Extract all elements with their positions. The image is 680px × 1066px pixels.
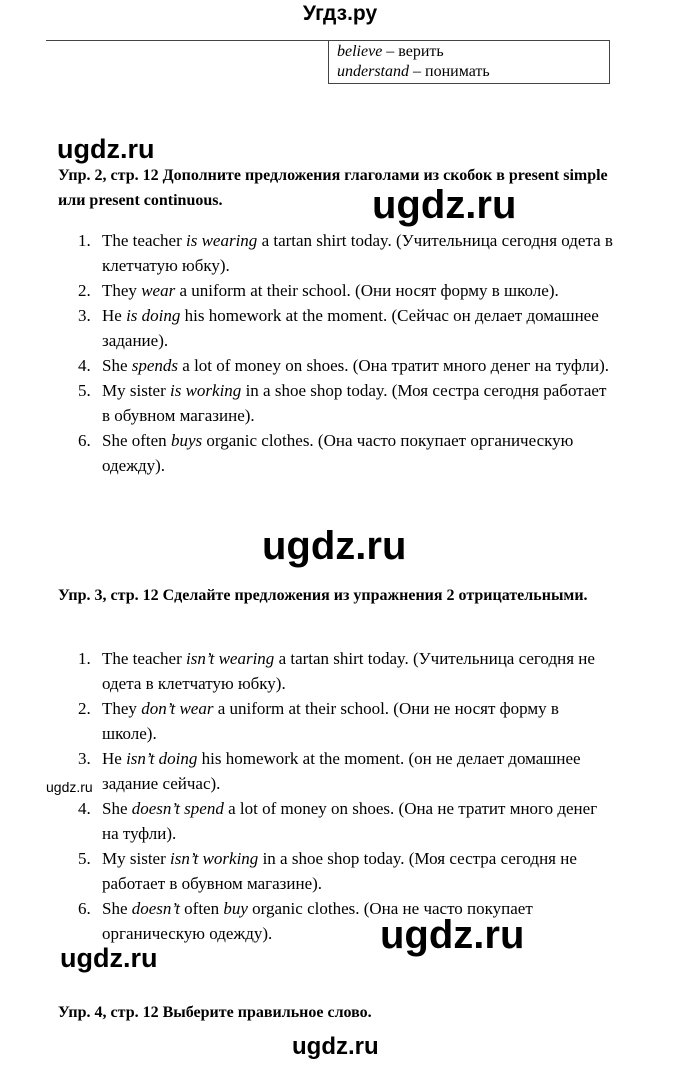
item-text: a uniform at their school. (Они носят форму в школе).	[175, 281, 559, 300]
item-number: 2.	[78, 281, 91, 300]
item-text: often	[179, 899, 224, 918]
watermark: ugdz.ru	[372, 183, 517, 227]
item-verb: wear	[141, 281, 176, 300]
item-text: She	[102, 799, 132, 818]
watermark: ugdz.ru	[46, 779, 93, 795]
item-text: My sister	[102, 381, 170, 400]
item-number: 1.	[78, 231, 91, 250]
list-item	[74, 696, 614, 746]
item-text: a uniform at their school. (Они не носят форму в школе).	[102, 699, 559, 743]
item-number: 4.	[78, 799, 91, 818]
item-text: in a shoe shop today. (Моя сестра сегодня работает в обувном магазине).	[102, 381, 607, 425]
list-item	[74, 896, 614, 946]
item-number: 3.	[78, 749, 91, 768]
list-item	[74, 278, 614, 303]
vocab-translation: верить	[398, 43, 444, 60]
item-verb: isn’t doing	[126, 749, 198, 768]
item-text: She	[102, 899, 132, 918]
vocab-translation: понимать	[425, 63, 490, 80]
item-number: 1.	[78, 649, 91, 668]
vocab-word: understand	[337, 63, 409, 80]
item-number: 3.	[78, 306, 91, 325]
watermark: ugdz.ru	[262, 524, 407, 568]
item-text: his homework at the moment. (он не делает домашнее задание сейчас).	[102, 749, 581, 793]
item-verb: is wearing	[186, 231, 258, 250]
item-verb: is working	[170, 381, 242, 400]
watermark: ugdz.ru	[57, 134, 155, 164]
item-text: a tartan shirt today. (Учительница сегодня не одета в клетчатую юбку).	[102, 649, 595, 693]
item-number: 5.	[78, 849, 91, 868]
list-item	[74, 746, 614, 796]
item-verb: isn’t working	[170, 849, 259, 868]
vocab-row	[337, 62, 609, 82]
item-verb: is doing	[126, 306, 181, 325]
item-text: a lot of money on shoes. (Она не тратит много денег на туфли).	[102, 799, 598, 843]
item-verb: don’t wear	[141, 699, 214, 718]
exercise-4-heading: Упр. 4, стр. 12 Выберите правильное слово.	[58, 1004, 372, 1021]
item-verb: spends	[131, 356, 179, 375]
vocab-dash: –	[409, 63, 425, 80]
item-text: a lot of money on shoes. (Она тратит много денег на туфли).	[178, 356, 609, 375]
item-verb: doesn’t	[131, 899, 180, 918]
vocab-row	[337, 42, 609, 62]
item-number: 4.	[78, 356, 91, 375]
list-item	[74, 846, 614, 896]
watermark: ugdz.ru	[60, 943, 158, 973]
item-text: My sister	[102, 849, 170, 868]
item-text: They	[102, 281, 142, 300]
exercise-2-list	[74, 228, 614, 478]
item-text: She often	[102, 431, 171, 450]
item-text: They	[102, 699, 142, 718]
item-text: a tartan shirt today. (Учительница сегодня одета в клетчатую юбку).	[102, 231, 613, 275]
list-item	[74, 796, 614, 846]
item-text: his homework at the moment. (Сейчас он делает домашнее задание).	[102, 306, 599, 350]
list-item	[74, 378, 614, 428]
item-number: 6.	[78, 899, 91, 918]
item-number: 2.	[78, 699, 91, 718]
list-item	[74, 303, 614, 353]
list-item	[74, 353, 614, 378]
item-verb: isn’t wearing	[186, 649, 275, 668]
vocab-word: believe	[337, 43, 383, 60]
vocab-dash: –	[382, 43, 399, 60]
vocab-box	[328, 40, 610, 84]
item-text: in a shoe shop today. (Моя сестра сегодня не работает в обувном магазине).	[102, 849, 577, 893]
item-verb: buy	[223, 899, 248, 918]
exercise-3-list	[74, 646, 614, 946]
site-header: Угдз.ру	[302, 2, 378, 25]
item-text: organic clothes. (Она часто покупает органическую одежду).	[102, 431, 574, 475]
exercise-3-heading: Упр. 3, стр. 12 Сделайте предложения из упражнения 2 отрицательными.	[58, 587, 588, 604]
item-verb: doesn’t spend	[131, 799, 224, 818]
item-text: He	[102, 306, 127, 325]
item-text: She	[102, 356, 132, 375]
watermark: ugdz.ru	[380, 913, 525, 957]
item-verb: buys	[170, 431, 203, 450]
list-item	[74, 428, 614, 478]
item-text: organic clothes. (Она не часто покупает органическую одежду).	[102, 899, 533, 943]
item-number: 5.	[78, 381, 91, 400]
list-item	[74, 646, 614, 696]
item-number: 6.	[78, 431, 91, 450]
list-item	[74, 228, 614, 278]
item-text: He	[102, 749, 127, 768]
item-text: The teacher	[102, 649, 186, 668]
item-text: The teacher	[102, 231, 186, 250]
watermark: ugdz.ru	[292, 1033, 379, 1060]
exercise-2-heading: Упр. 2, стр. 12 Дополните предложения глаголами из скобок в present simple или present continuous.	[58, 167, 608, 209]
